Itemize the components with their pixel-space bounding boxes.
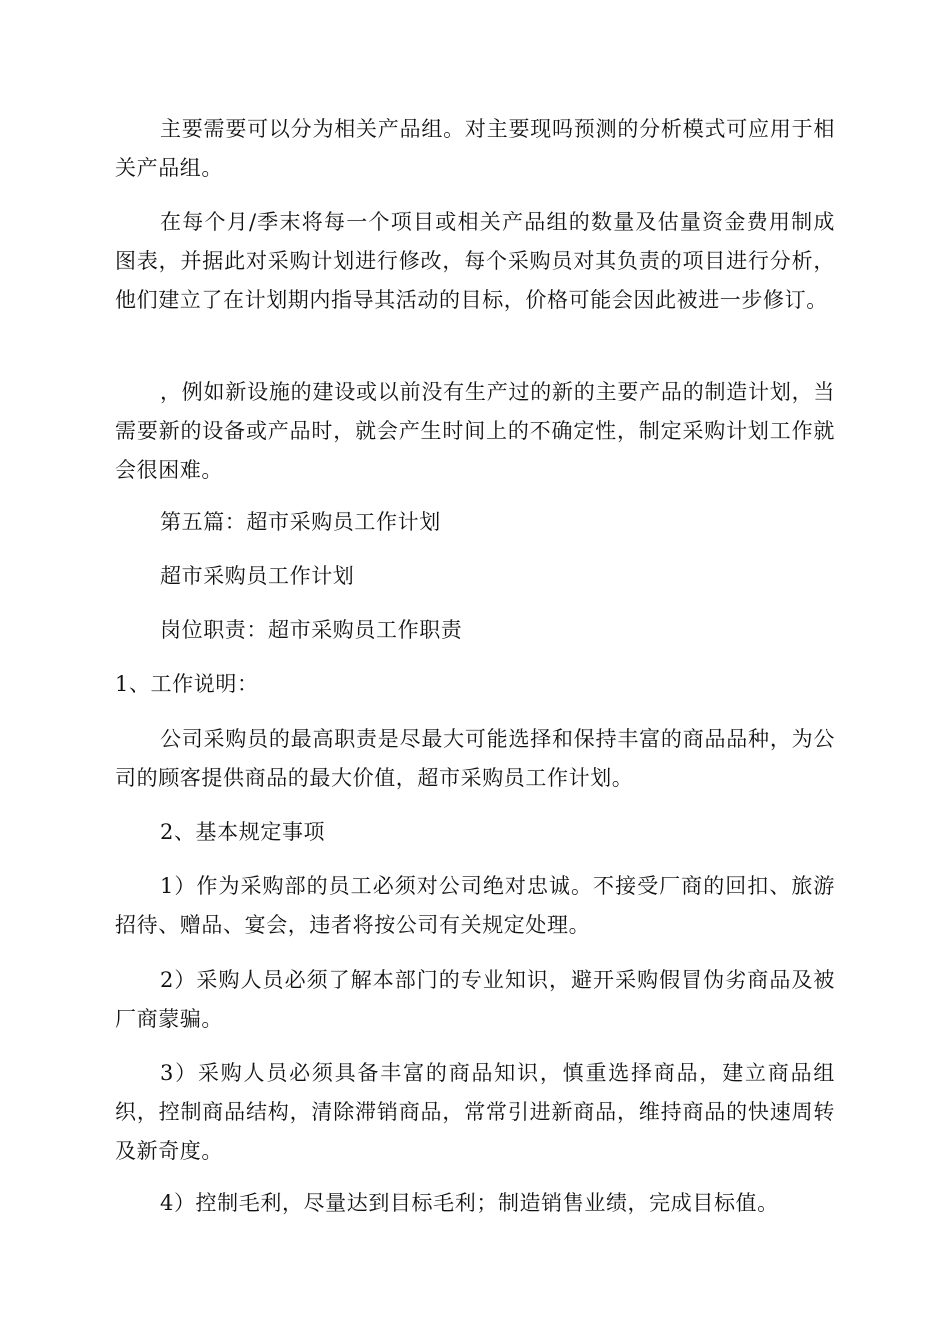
paragraph-product-groups: 主要需要可以分为相关产品组。对主要现吗预测的分析模式可应用于相关产品组。	[115, 117, 835, 180]
section-title: 第五篇：超市采购员工作计划	[160, 510, 441, 534]
job-duties-heading: 岗位职责：超市采购员工作职责	[160, 618, 463, 642]
job-description-heading: 1、工作说明：	[115, 672, 259, 696]
paragraph-monthly-charts: 在每个月/季末将每一个项目或相关产品组的数量及估量资金费用制成图表，并据此对采购计划进行修改，每个采购员对其负责的项目进行分析，他们建立了在计划期内指导其活动的目标，价格可能会因此被进一步修订。	[115, 210, 835, 312]
rule-item-3: 3）采购人员必须具备丰富的商品知识，慎重选择商品，建立商品组织，控制商品结构，清除滞销商品，常常引进新商品，维持商品的快速周转及新奇度。	[115, 1061, 835, 1163]
basic-rules-heading: 2、基本规定事项	[160, 820, 326, 844]
rule-item-1: 1）作为采购部的员工必须对公司绝对忠诚。不接受厂商的回扣、旅游招待、赠品、宴会，违者将按公司有关规定处理。	[115, 874, 835, 937]
paragraph-uncertainty: ，例如新设施的建设或以前没有生产过的新的主要产品的制造计划，当需要新的设备或产品时，就会产生时间上的不确定性，制定采购计划工作就会很困难。	[115, 380, 835, 482]
section-subtitle: 超市采购员工作计划	[160, 564, 355, 588]
rule-item-2: 2）采购人员必须了解本部门的专业知识，避开采购假冒伪劣商品及被厂商蒙骗。	[115, 968, 835, 1031]
paragraph-buyer-duty: 公司采购员的最高职责是尽最大可能选择和保持丰富的商品品种，为公司的顾客提供商品的最大价值，超市采购员工作计划。	[115, 727, 835, 790]
rule-item-4: 4）控制毛利，尽量达到目标毛利；制造销售业绩，完成目标值。	[160, 1191, 779, 1215]
